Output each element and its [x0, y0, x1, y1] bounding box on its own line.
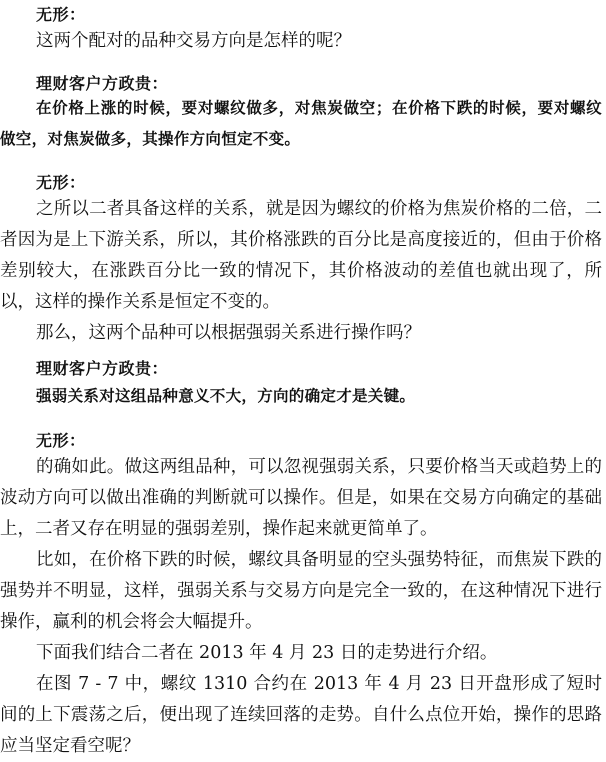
speaker-label: 无形： [36, 431, 86, 450]
speaker-label: 无形： [36, 5, 86, 24]
paragraph: 在价格上涨的时候，要对螺纹做多，对焦炭做空；在价格下跌的时候，要对螺纹做空，对焦炭做多，其操作方向恒定不变。 [0, 99, 602, 148]
paragraph: 的确如此。做这两组品种，可以忽视强弱关系，只要价格当天或趋势上的波动方向可以做出准确的判断就可以操作。但是，如果在交易方向确定的基础上，二者又存在明显的强弱差别，操作起来就更简单了。 [0, 457, 602, 539]
speech-block [0, 381, 606, 412]
paragraph: 那么，这两个品种可以根据强弱关系进行操作吗？ [36, 323, 421, 343]
paragraph: 在图 7 - 7 中，螺纹 1310 合约在 2013 年 4 月 23 日开盘形成了短时间的上下震荡之后，便出现了连续回落的走势。自什么点位开始，操作的思路应当坚定看空呢？ [0, 674, 602, 756]
speech-block [0, 26, 606, 57]
paragraph: 强弱关系对这组品种意义不大，方向的确定才是关键。 [36, 387, 416, 405]
paragraph: 比如，在价格下跌的时候，螺纹具备明显的空头强势特征，而焦炭下跌的强势并不明显，这样，强弱关系与交易方向是完全一致的，在这种情况下进行操作，赢利的机会将会大幅提升。 [0, 550, 602, 632]
speech-block [0, 194, 606, 349]
speaker-label: 理财客户方政贵： [36, 74, 169, 93]
speech-block [0, 452, 606, 762]
speaker-label: 理财客户方政贵： [36, 359, 169, 378]
paragraph: 下面我们结合二者在 2013 年 4 月 23 日的走势进行介绍。 [36, 643, 498, 663]
speaker-label: 无形： [36, 173, 86, 192]
paragraph: 这两个配对的品种交易方向是怎样的呢？ [36, 31, 351, 51]
paragraph: 之所以二者具备这样的关系，就是因为螺纹的价格为焦炭价格的二倍，二者因为是上下游关系，所以，其价格涨跌的百分比是高度接近的，但由于价格差别较大，在涨跌百分比一致的情况下，其价格波动的差值也就出现了，所以，这样的操作关系是恒定不变的。 [0, 199, 602, 312]
speech-block [0, 93, 606, 155]
